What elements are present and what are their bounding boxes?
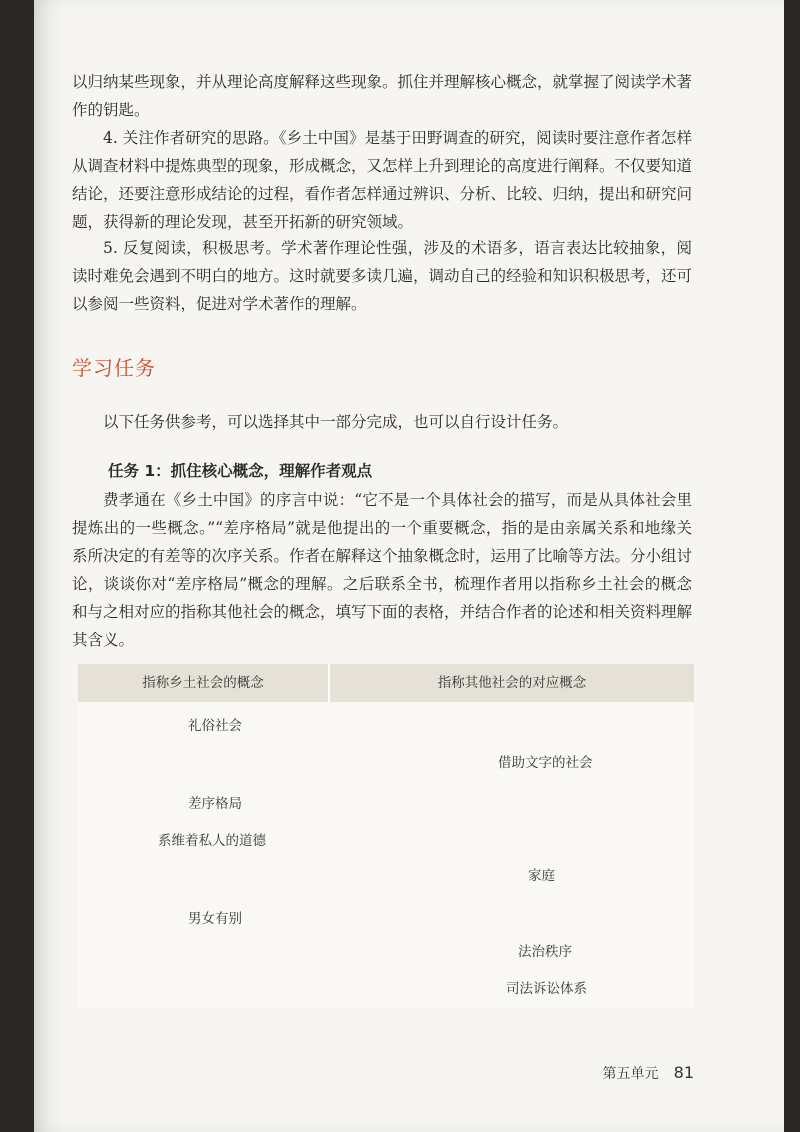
table-cell-right: 司法诉讼体系	[506, 981, 587, 997]
table-header	[78, 664, 694, 702]
section-heading: 学习任务	[72, 356, 156, 380]
header-other-concepts: 指称其他社会的对应概念	[437, 675, 587, 691]
table-cell-left: 男女有别	[188, 911, 242, 927]
task-1-title: 任务 1：抓住核心概念，理解作者观点	[108, 462, 373, 480]
table-cell-left: 差序格局	[188, 796, 242, 812]
task-1-body: 费孝通在《乡土中国》的序言中说：“它不是一个具体社会的描写，而是从具体社会里提炼出的一些概念。”“差序格局”就是他提出的一个重要概念，指的是由亲属关系和地缘关系所决定的有差等的次序关系。作者在解释这个抽象概念时，运用了比喻等方法。分小组讨论，谈谈你对“差序格局”概念的理解。之后联系全书，梳理作者用以指称乡土社会的概念和与之相对应的指称其他社会的概念，填写下面的表格，并结合作者的论述和相关资料理解其含义。	[72, 491, 693, 649]
unit-label: 第五单元	[602, 1066, 659, 1082]
intro-paragraph-3: 5. 反复阅读，积极思考。学术著作理论性强，涉及的术语多，语言表达比较抽象，阅读时难免会遇到不明白的地方。这时就要多读几遍，调动自己的经验和知识积极思考，还可以参阅一些资料，促进对学术著作的理解。	[72, 239, 693, 313]
intro-paragraph-1: 以归纳某些现象，并从理论高度解释这些现象。抓住并理解核心概念，就掌握了阅读学术著作的钥匙。	[72, 73, 693, 119]
book-page	[34, 0, 784, 1132]
table-cell-right: 借助文字的社会	[498, 755, 593, 771]
section-intro: 以下任务供参考，可以选择其中一部分完成，也可以自行设计任务。	[103, 413, 569, 431]
intro-paragraph-2: 4. 关注作者研究的思路。《乡土中国》是基于田野调查的研究，阅读时要注意作者怎样从调查材料中提炼典型的现象，形成概念，又怎样上升到理论的高度进行阐释。不仅要知道结论，还要注意形成结论的过程，看作者怎样通过辨识、分析、比较、归纳，提出和研究问题，获得新的理论发现，甚至开拓新的研究领域。	[72, 129, 693, 231]
page-footer	[603, 1063, 694, 1083]
table-cell-left: 系维着私人的道德	[158, 833, 266, 849]
header-rural-concepts: 指称乡土社会的概念	[142, 675, 264, 691]
page-number: 81	[673, 1063, 694, 1082]
concept-table	[78, 664, 694, 1008]
table-cell-right: 法治秩序	[518, 944, 572, 960]
table-cell-left: 礼俗社会	[188, 718, 242, 734]
table-cell-right: 家庭	[528, 868, 555, 884]
